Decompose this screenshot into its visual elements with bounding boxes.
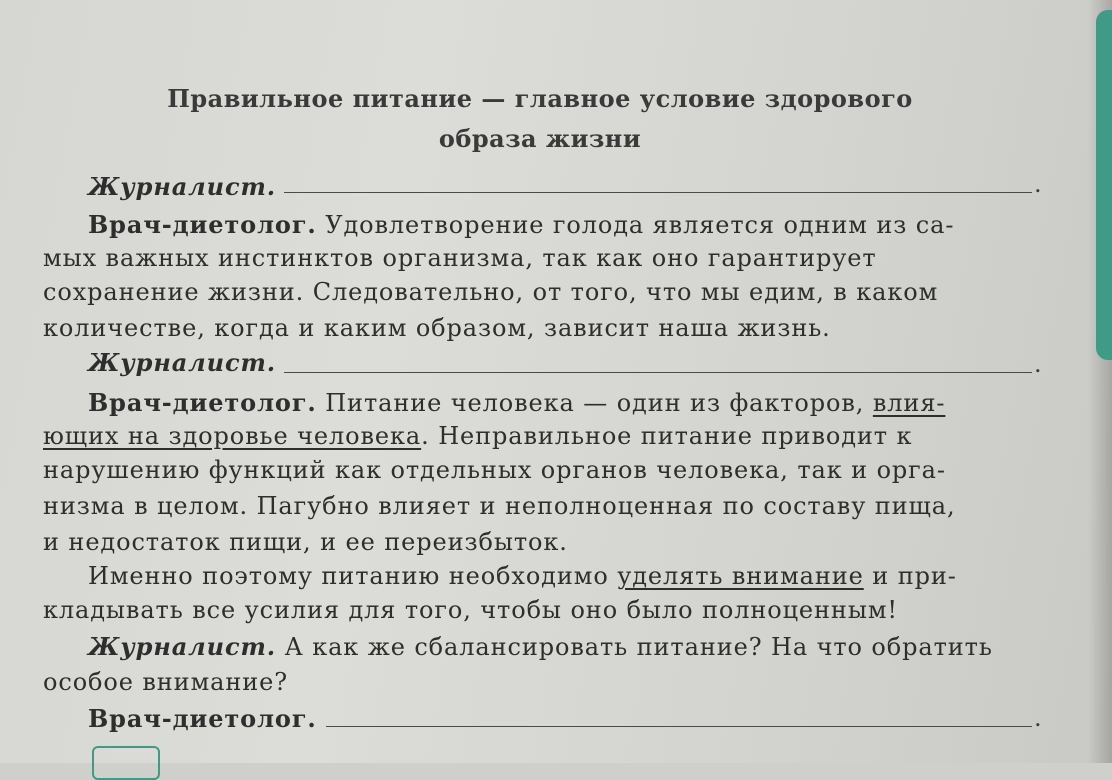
paragraph-2-line-2: ющих на здоровье человека. Неправильное питание приводит к	[43, 422, 913, 450]
blank-dot-3: .	[1034, 704, 1042, 732]
doctor-line-1: Врач-диетолог. Удовлетворение голода является одним из са-	[88, 210, 955, 239]
green-margin-tab	[1096, 10, 1112, 360]
journalist-label-1: Журналист.	[88, 172, 277, 201]
blank-dot-2: .	[1034, 350, 1042, 378]
title-line-1: Правильное питание — главное условие здорового	[167, 84, 913, 113]
journalist-question-line-1: Журналист. А как же сбалансировать питание? На что обратить	[88, 632, 993, 661]
blank-dot-1: .	[1034, 170, 1042, 198]
journalist-question-line-2: особое внимание?	[43, 668, 289, 696]
paragraph-1-line-2: мых важных инстинктов организма, так как оно гарантирует	[43, 244, 877, 272]
doctor-line-2: Врач-диетолог. Питание человека — один из факторов, влия-	[88, 388, 946, 417]
paragraph-1-line-4: количестве, когда и каким образом, зависит наша жизнь.	[43, 314, 831, 342]
answer-blank-2[interactable]	[284, 372, 1032, 373]
paragraph-3-line-2: кладывать все усилия для того, чтобы оно было полноценным!	[43, 596, 898, 624]
journalist-label-2: Журналист.	[88, 348, 277, 377]
paragraph-2-line-3: нарушению функций как отдельных органов человека, так и орга-	[43, 456, 946, 484]
paragraph-2-line-4: низма в целом. Пагубно влияет и неполноценная по составу пища,	[43, 492, 956, 520]
paragraph-1-line-3: сохранение жизни. Следовательно, от того, что мы едим, в каком	[43, 278, 939, 306]
paragraph-3-line-1: Именно поэтому питанию необходимо уделять внимание и при-	[88, 562, 957, 590]
task-number-box	[92, 746, 160, 780]
paragraph-2-line-5: и недостаток пищи, и ее переизбыток.	[43, 528, 568, 556]
title-line-2: образа жизни	[438, 124, 642, 153]
answer-blank-1[interactable]	[284, 192, 1032, 193]
doctor-label-3: Врач-диетолог.	[88, 704, 317, 733]
answer-blank-3[interactable]	[326, 726, 1032, 727]
